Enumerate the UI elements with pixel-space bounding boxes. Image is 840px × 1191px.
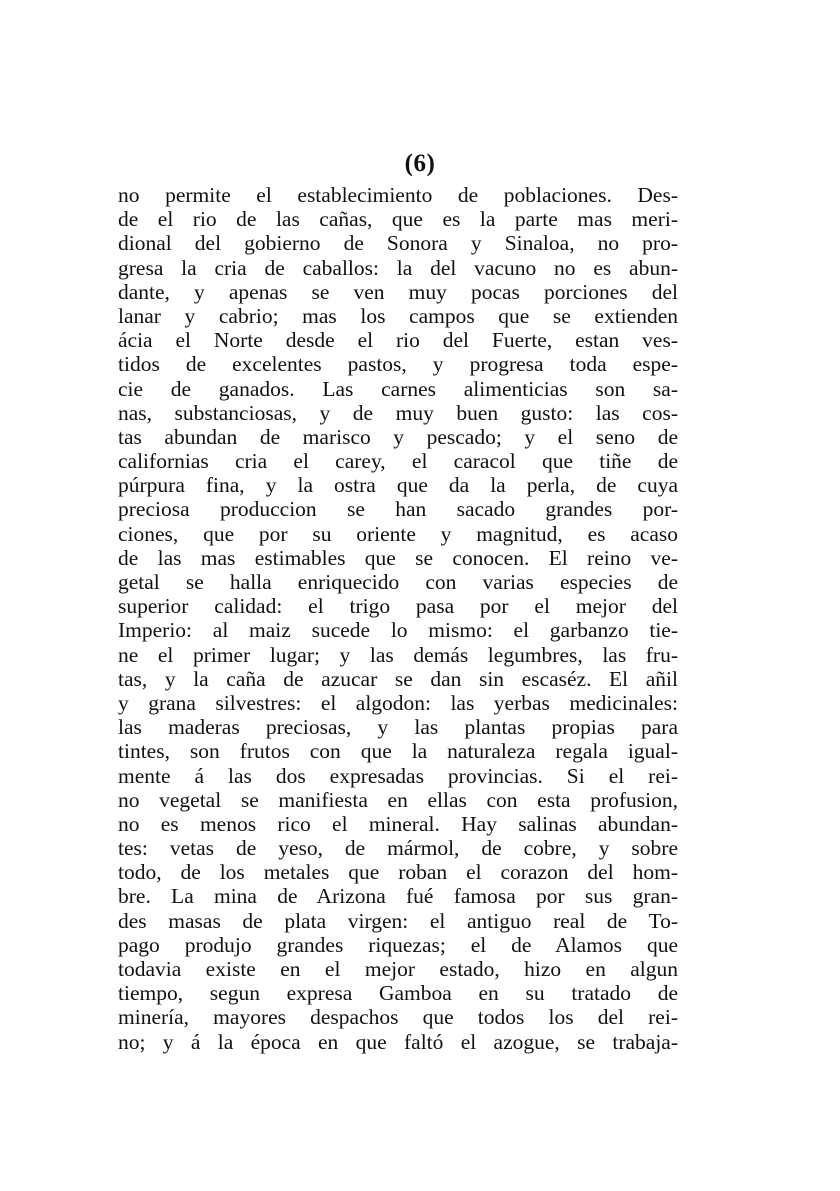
text-line: no es menos rico el mineral. Hay salinas abundan-: [118, 811, 678, 836]
text-line: mente á las dos expresadas provincias. Si el rei-: [118, 763, 678, 788]
text-line: púrpura fina, y la ostra que da la perla, de cuya: [118, 473, 678, 498]
text-line: ácia el Norte desde el rio del Fuerte, estan ves-: [118, 328, 678, 353]
text-line: de el rio de las cañas, que es la parte mas meri-: [118, 207, 678, 232]
text-line: minería, mayores despachos que todos los del rei-: [118, 1005, 678, 1030]
text-line: pago produjo grandes riquezas; el de Alamos que: [118, 932, 678, 957]
text-line: bre. La mina de Arizona fué famosa por sus gran-: [118, 884, 678, 909]
text-line: preciosa produccion se han sacado grandes por-: [118, 497, 678, 522]
text-line: getal se halla enriquecido con varias especies de: [118, 570, 678, 594]
text-line: de las mas estimables que se conocen. El reino ve-: [118, 545, 678, 570]
text-line: dional del gobierno de Sonora y Sinaloa, no pro-: [118, 231, 678, 256]
text-line: y grana silvestres: el algodon: las yerbas medicinales:: [118, 690, 678, 715]
text-line: ne el primer lugar; y las demás legumbres, las fru-: [118, 642, 678, 667]
text-line: Imperio: al maiz sucede lo mismo: el garbanzo tie-: [118, 618, 678, 643]
text-line: tas abundan de marisco y pescado; y el seno de: [118, 424, 678, 449]
text-line: no permite el establecimiento de poblaciones. Des-: [118, 183, 678, 207]
text-line: ciones, que por su oriente y magnitud, es acaso: [118, 521, 678, 546]
text-line: tidos de excelentes pastos, y progresa toda espe-: [118, 352, 678, 377]
text-line: tes: vetas de yeso, de mármol, de cobre, y sobre: [118, 836, 678, 861]
text-line: las maderas preciosas, y las plantas propias para: [118, 715, 678, 740]
text-line: tintes, son frutos con que la naturaleza regala igual-: [118, 739, 678, 764]
text-line: des masas de plata virgen: el antiguo real de To-: [118, 908, 678, 933]
text-line: no vegetal se manifiesta en ellas con esta profusion,: [118, 787, 678, 812]
text-line: tiempo, segun expresa Gamboa en su tratado de: [118, 981, 678, 1006]
text-line: todavia existe en el mejor estado, hizo en algun: [118, 957, 678, 981]
page-number: (6): [404, 150, 436, 177]
text-line: superior calidad: el trigo pasa por el mejor del: [118, 594, 678, 619]
text-line: tas, y la caña de azucar se dan sin escaséz. El añil: [118, 666, 678, 691]
body-text: [118, 183, 678, 1054]
text-line: no; y á la época en que faltó el azogue, se trabaja-: [118, 1029, 678, 1054]
text-line: gresa la cria de caballos: la del vacuno no es abun-: [118, 255, 678, 280]
text-line: todo, de los metales que roban el corazon del hom-: [118, 860, 678, 885]
text-line: cie de ganados. Las carnes alimenticias son sa-: [118, 376, 678, 401]
text-line: californias cria el carey, el caracol que tiñe de: [118, 449, 678, 474]
text-line: lanar y cabrio; mas los campos que se extienden: [118, 303, 678, 328]
text-line: nas, substanciosas, y de muy buen gusto: las cos-: [118, 400, 678, 425]
text-line: dante, y apenas se ven muy pocas porciones del: [118, 279, 678, 304]
